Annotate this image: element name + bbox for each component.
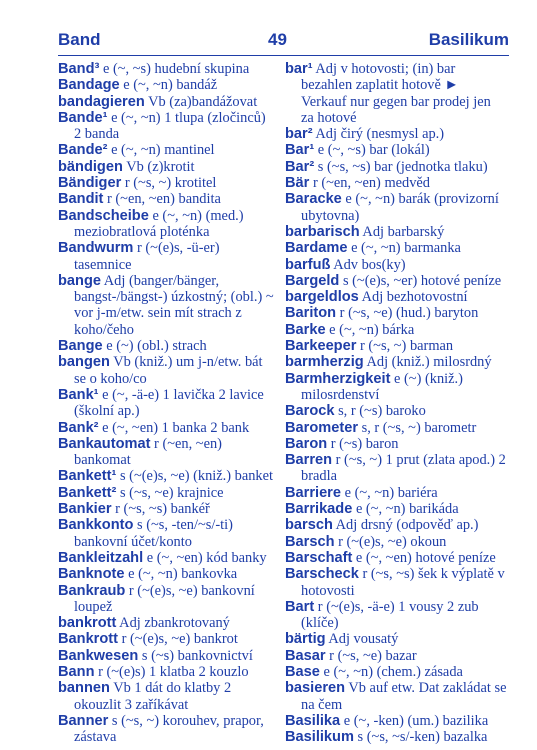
dictionary-entry [285,729,507,745]
entry-headword: Baron [285,435,328,452]
entry-definition: Adv bos(ky) [330,256,406,273]
dictionary-entry [285,305,507,321]
entry-definition: Adj zbankrotovaný [116,615,230,632]
entry-definition: r (~s, ~e) (hud.) baryton [336,305,479,322]
dictionary-entry [58,615,276,631]
entry-headword: Barren [285,452,333,469]
entry-definition: r (~en, ~en) bankomat [74,435,222,469]
entry-definition: Vb (kniž.) um j-n/etw. bát se o koho/co [74,354,263,387]
entry-headword: Bankwesen [58,647,139,664]
entry-definition: r (~s, ~) barman [356,338,454,355]
entry-definition: r (~s, ~e) bazar [325,647,417,664]
dictionary-entry [285,713,507,729]
header-last-word: Basilikum [428,30,509,49]
entry-definition: Vb 1 dát do klatby 2 okouzlit 3 zaříkávat [74,680,232,713]
dictionary-entry [58,61,276,77]
entry-headword: Bar¹ [285,142,315,159]
entry-definition: e (~, ~s) hudební skupina [99,61,250,77]
entry-definition: s, r (~s) baroko [334,403,426,420]
dictionary-entry [285,61,507,126]
dictionary-entry [285,159,507,175]
dictionary-entry [285,452,507,485]
entry-headword: Barrikade [285,501,353,518]
entry-definition: Adj (banger/bänger, bangst-/bängst-) úzkostný; (obl.) ~ vor j-m/etw. sein mít strach z koho/čeho [74,272,274,338]
entry-headword: Barock [285,403,335,420]
dictionary-entry [58,175,276,191]
dictionary-entry [58,550,276,566]
entry-definition: Adj (kniž.) milosrdný [363,354,492,371]
entry-definition: e (~, ~n) bankovka [124,566,238,583]
entry-headword: Barriere [285,484,341,501]
entry-definition: e (~) (kniž.) milosrdenství [301,370,463,403]
entry-headword: Bann [58,663,95,680]
dictionary-entry [58,110,276,143]
dictionary-entry [58,208,276,241]
dictionary-entry [285,142,507,158]
entry-definition: e (~, ~n) bandáž [119,77,218,94]
entry-definition: s (~(e)s, ~e) (kniž.) banket [116,468,274,485]
dictionary-entry [58,159,276,175]
dictionary-entry [285,338,507,354]
dictionary-entry [285,485,507,501]
dictionary-entry [58,420,276,436]
entry-definition: r (~(e)s) 1 klatba 2 kouzlo [94,663,249,680]
page-header [58,30,509,54]
entry-definition: e (~, ~s) bar (lokál) [314,142,430,159]
entry-definition: r (~s, ~s) bankéř [111,501,210,518]
entry-definition: e (~, ~n) barák (provizorní ubytovna) [301,191,499,224]
entry-definition: s (~(e)s, ~er) hotové peníze [339,272,502,289]
entry-headword: Barscheck [285,566,359,583]
entry-definition: e (~, -ken) (um.) bazilika [340,712,489,729]
entry-headword: Bardame [285,240,348,257]
dictionary-entry [58,680,276,713]
entry-headword: Barkeeper [285,338,357,355]
dictionary-entry [58,338,276,354]
entry-headword: Bankett² [58,484,117,501]
entry-definition: r (~(e)s, ~e) bankovní loupež [74,582,255,615]
dictionary-entry [285,501,507,517]
dictionary-entry [58,387,276,420]
entry-headword: Basilika [285,712,341,729]
header-first-word: Band [58,30,101,49]
dictionary-entry [58,273,276,338]
entry-definition: Adj v hotovosti; (in) bar bezahlen zaplatit hotově ► Verkauf nur gegen bar prodej jen za hotové [301,61,491,126]
entry-headword: bändigen [58,158,123,175]
entry-headword: Barke [285,321,326,338]
entry-headword: Banknote [58,566,125,583]
dictionary-entry [58,142,276,158]
dictionary-entry [285,517,507,533]
dictionary-entry [58,354,276,387]
entry-headword: Bande² [58,142,108,159]
entry-definition: e (~, ~n) mantinel [107,142,215,159]
entry-definition: e (~, ~n) 1 tlupa (zločinců) 2 banda [74,109,266,143]
entry-headword: Bankraub [58,582,126,599]
entry-headword: Barmherzigkeit [285,370,391,387]
entry-headword: bannen [58,680,110,697]
entry-headword: bar² [285,126,313,143]
dictionary-entry [285,126,507,142]
entry-definition: s (~s, ~s/-ken) bazalka [353,729,488,746]
entry-headword: Base [285,663,320,680]
entry-definition: r (~(e)s, -ü-er) tasemnice [74,240,220,273]
dictionary-entry [285,420,507,436]
dictionary-entry [58,517,276,550]
entry-definition: e (~, ~en) hotové peníze [352,549,496,566]
entry-headword: Bande¹ [58,109,108,126]
entry-headword: bar¹ [285,61,313,77]
entry-headword: Band³ [58,61,100,77]
dictionary-entry [285,240,507,256]
entry-definition: Adj drsný (odpověď ap.) [332,517,479,534]
entry-definition: r (~(e)s, ~e) okoun [334,533,447,550]
entry-headword: bange [58,272,101,289]
entry-headword: barfuß [285,256,331,273]
entry-headword: Bank¹ [58,386,99,403]
entry-definition: e (~, ~n) (chem.) zásada [319,663,463,680]
entry-headword: Barometer [285,419,358,436]
entry-headword: Bändiger [58,175,122,192]
entry-headword: barmherzig [285,354,364,371]
left-column [58,61,276,745]
entry-definition: e (~, ~en) 1 banka 2 bank [98,419,250,436]
dictionary-entry [58,191,276,207]
dictionary-entry [285,403,507,419]
header-rule [58,55,509,56]
entry-headword: Bandscheibe [58,207,149,224]
entry-headword: Bar² [285,158,315,175]
right-column [285,61,507,745]
entry-definition: Adj bezhotovostní [358,289,468,306]
entry-headword: Bankrott [58,631,118,648]
dictionary-entry [285,224,507,240]
entry-definition: s (~s, -ten/~s/-ti) bankovní účet/konto [74,517,233,550]
entry-definition: Adj vousatý [325,631,399,648]
page-number: 49 [268,30,287,49]
dictionary-entry [58,501,276,517]
dictionary-entry [285,257,507,273]
dictionary-entry [285,354,507,370]
entry-definition: e (~, ~n) barikáda [352,501,459,518]
entry-headword: Bariton [285,305,337,322]
dictionary-entry [285,566,507,599]
entry-headword: Bandit [58,191,104,208]
dictionary-entry [285,599,507,632]
entry-definition: e (~, ~n) (med.) meziobratlová ploténka [74,207,244,240]
entry-headword: Barschaft [285,549,353,566]
dictionary-entry [285,273,507,289]
entry-definition: e (~) (obl.) strach [102,338,207,355]
dictionary-entry [285,175,507,191]
entry-headword: Bange [58,338,103,355]
entry-headword: Bandwurm [58,240,134,257]
entry-headword: barbarisch [285,223,360,240]
entry-headword: Bankett¹ [58,468,117,485]
entry-definition: e (~, ~n) bariéra [340,484,438,501]
entry-definition: Vb (z)krotit [122,158,195,175]
dictionary-entry [58,713,276,746]
entry-headword: Barsch [285,533,335,550]
entry-definition: e (~, ~n) bárka [325,321,415,338]
entry-definition: e (~, -ä-e) 1 lavička 2 lavice (školní ap.) [74,386,264,420]
entry-definition: r (~s, ~s) šek k výplatě v hotovosti [301,566,505,599]
dictionary-entry [285,664,507,680]
dictionary-entry [58,240,276,273]
entry-headword: Bankautomat [58,435,151,452]
dictionary-entry [285,631,507,647]
entry-headword: bankrott [58,615,117,632]
entry-definition: Vb auf etw. Dat zakládat se na čem [301,680,507,713]
entry-headword: bärtig [285,631,326,648]
entry-definition: r (~(e)s, ~e) bankrot [118,631,238,648]
entry-headword: Bankkonto [58,517,134,534]
dictionary-entry [58,77,276,93]
dictionary-entry [58,566,276,582]
entry-definition: r (~s) baron [327,435,399,452]
dictionary-entry [285,371,507,404]
entry-headword: Bargeld [285,272,340,289]
entry-definition: e (~, ~n) barmanka [347,240,461,257]
entry-definition: r (~en, ~en) medvěd [309,175,430,192]
entry-headword: Bank² [58,419,99,436]
dictionary-entry [58,485,276,501]
entry-definition: s (~s) bankovnictví [138,647,253,664]
dictionary-entry [285,191,507,224]
entry-definition: r (~s, ~) 1 prut (zlata apod.) 2 bradla [301,452,506,485]
dictionary-entry [285,534,507,550]
dictionary-entry [58,583,276,616]
dictionary-entry [285,680,507,713]
entry-headword: Baracke [285,191,342,208]
dictionary-entry [58,436,276,469]
entry-headword: Bär [285,175,310,192]
entry-definition: r (~(e)s, -ä-e) 1 vousy 2 zub (klíče) [301,598,479,632]
dictionary-entry [285,550,507,566]
entry-headword: bargeldlos [285,289,359,306]
entry-definition: s, r (~s, ~) barometr [358,419,477,436]
dictionary-entry [58,631,276,647]
entry-definition: Adj barbarský [359,223,445,240]
entry-headword: bandagieren [58,93,145,110]
dictionary-entry [58,664,276,680]
entry-definition: e (~, ~en) kód banky [143,549,267,566]
entry-definition: r (~s, ~) krotitel [121,175,217,192]
dictionary-entry [285,648,507,664]
entry-definition: s (~s, ~) korouhev, prapor, zástava [74,712,264,746]
dictionary-entry [58,468,276,484]
dictionary-entry [285,436,507,452]
dictionary-entry [285,322,507,338]
entry-definition: r (~en, ~en) bandita [103,191,221,208]
dictionary-entry [285,289,507,305]
entry-definition: s (~s, ~e) krajnice [116,484,224,501]
entry-headword: Bankier [58,501,112,518]
entry-headword: basieren [285,680,346,697]
dictionary-entry [58,94,276,110]
entry-headword: Banner [58,712,109,729]
entry-definition: s (~s, ~s) bar (jednotka tlaku) [314,158,488,175]
entry-headword: bangen [58,354,110,371]
entry-headword: Bankleitzahl [58,549,144,566]
entry-headword: Bandage [58,77,120,94]
entry-headword: barsch [285,517,333,534]
entry-definition: Vb (za)bandážovat [144,93,258,110]
dictionary-entry [58,648,276,664]
entry-headword: Basilikum [285,729,354,746]
entry-headword: Basar [285,647,326,664]
entry-definition: Adj čirý (nesmysl ap.) [312,126,445,143]
entry-headword: Bart [285,598,315,615]
